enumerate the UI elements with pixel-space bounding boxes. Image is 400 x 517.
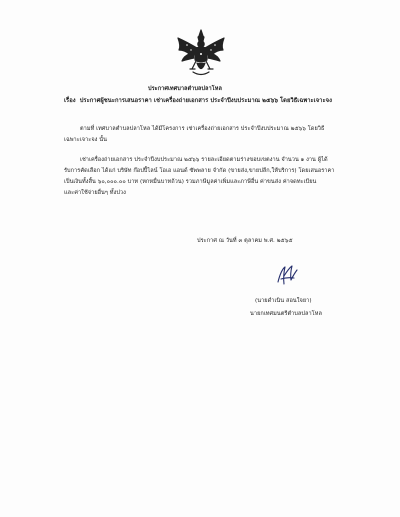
subject-text: ประกาศผู้ชนะการเสนอราคา เช่าเครื่องถ่ายเอกสาร ประจำปีงบประมาณ ๒๕๖๖ โดยวิธีเฉพาะเจาะจง — [79, 98, 332, 104]
garuda-emblem-icon — [175, 28, 227, 78]
organization-heading: ประกาศเทศบาลตำบลปลาโหล — [148, 86, 222, 92]
paragraph-1-line-1: ตามที่ เทศบาลตำบลปลาโหล ได้มีโครงการ เช่าเครื่องถ่ายเอกสาร ประจำปีงบประมาณ ๒๕๖๖ โดยวิธี — [80, 126, 325, 132]
subject-line — [64, 98, 332, 105]
handwritten-signature — [272, 262, 302, 288]
paragraph-2-line-2: รับการคัดเลือก ได้แก่ บริษัท ก๊อปปี้ไลน์ โอเอ แอนด์ ซัพพลาย จำกัด (ขายส่ง,ขายปลีก,ให้บริการ) โดยเสนอราคา — [64, 168, 335, 174]
paragraph-2-line-3: เป็นเงินทั้งสิ้น ๖๐,๐๐๐.๐๐ บาท (หกหมื่นบาทถ้วน) รวมภาษีมูลค่าเพิ่มและภาษีอื่น ค่าขนส่ง ค่าจดทะเบียน — [64, 179, 317, 185]
subject-label: เรื่อง — [64, 98, 76, 104]
paragraph-2-line-1: เช่าเครื่องถ่ายเอกสาร ประจำปีงบประมาณ ๒๕๖๖ รายละเอียดตามร่างขอบเขตงาน จำนวน ๑ งาน ผู้ได้ — [80, 157, 328, 163]
signer-name: (นายดำเนิน สอนใจยา) — [255, 298, 312, 304]
announcement-date: ประกาศ ณ วันที่ ๓ ตุลาคม พ.ศ. ๒๕๖๕ — [197, 238, 293, 244]
paragraph-2-line-4: และค่าใช้จ่ายอื่นๆ ทั้งปวง — [64, 190, 126, 196]
signer-position: นายกเทศมนตรีตำบลปลาโหล — [250, 311, 322, 317]
paragraph-1-line-2: เฉพาะเจาะจง นั้น — [64, 137, 108, 143]
